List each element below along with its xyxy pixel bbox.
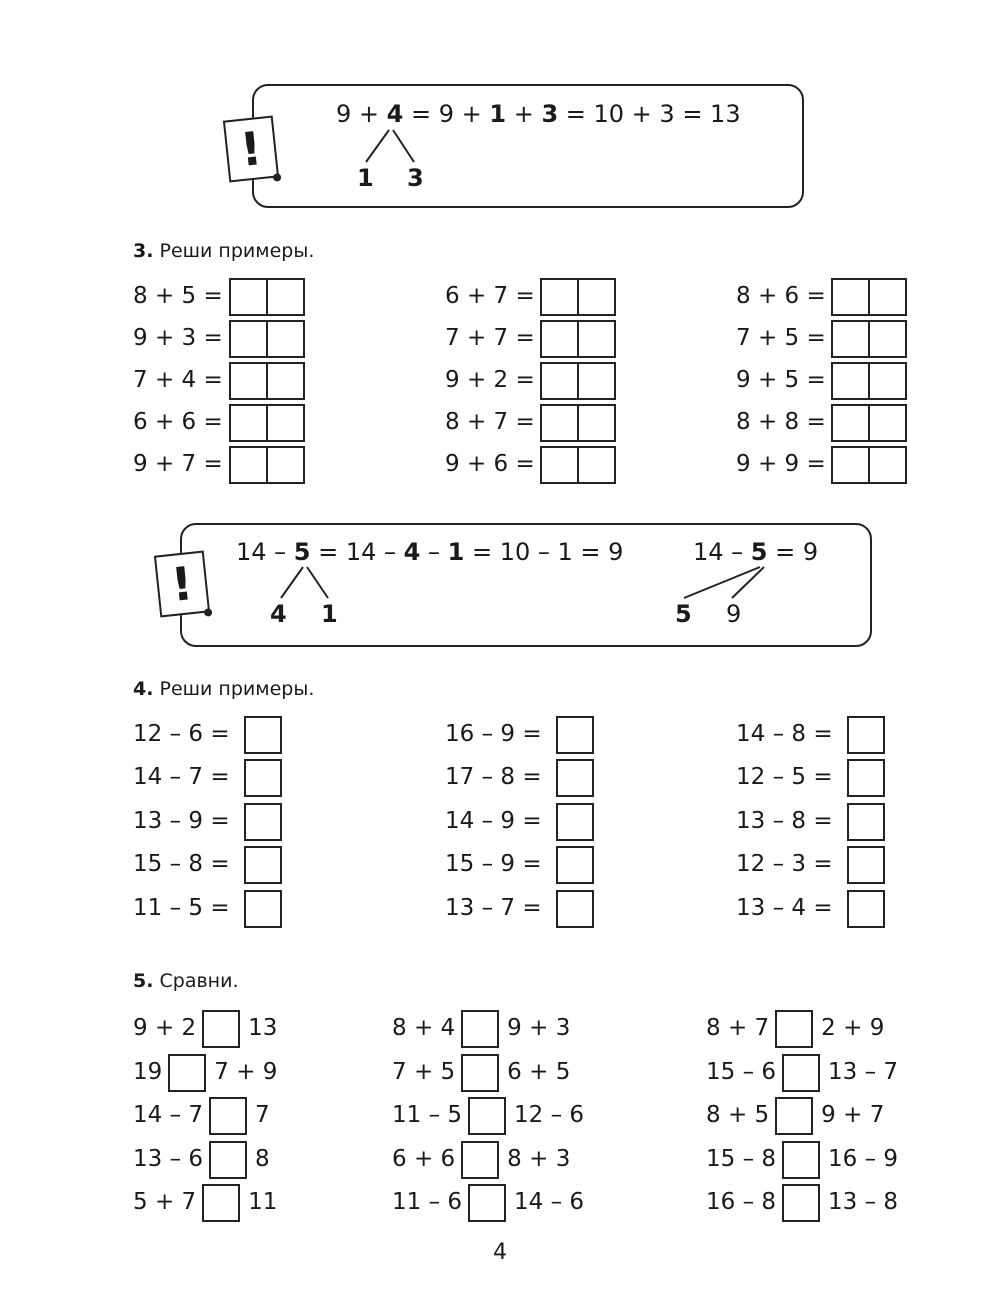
example-expression: 8 + 7 = (445, 409, 535, 435)
expression-part: 9 + (336, 100, 387, 128)
rule2-split2-left: 5 (675, 600, 692, 628)
expression-part: = 9 + (403, 100, 490, 128)
rule2-split2-right: 9 (726, 600, 742, 628)
expression-part: 1 (489, 100, 507, 128)
expression-part: 5 (293, 538, 311, 566)
example-expression: 13 – 9 = (133, 808, 230, 834)
expression-part: 4 (403, 538, 421, 566)
expression-part: 4 (386, 100, 404, 128)
compare-left: 5 + 7 (133, 1189, 197, 1215)
expression-part: – (420, 538, 448, 566)
expression-part: 1 (447, 538, 465, 566)
example-expression: 12 – 3 = (736, 851, 833, 877)
example-expression: 15 – 9 = (445, 851, 542, 877)
example-expression: 17 – 8 = (445, 764, 542, 790)
compare-left: 6 + 6 (392, 1146, 456, 1172)
example-expression: 9 + 6 = (445, 451, 535, 477)
example-expression: 7 + 4 = (133, 367, 223, 393)
expression-part: + (506, 100, 542, 128)
compare-right: 7 (255, 1102, 270, 1128)
compare-right: 13 (248, 1015, 278, 1041)
example-expression: 14 – 8 = (736, 721, 833, 747)
example-expression: 14 – 7 = (133, 764, 230, 790)
compare-left: 11 – 6 (392, 1189, 463, 1215)
compare-right: 12 – 6 (514, 1102, 585, 1128)
expression-part: = 10 – 1 = 9 (464, 538, 624, 566)
compare-left: 8 + 7 (706, 1015, 770, 1041)
compare-left: 11 – 5 (392, 1102, 463, 1128)
compare-right: 2 + 9 (821, 1015, 885, 1041)
compare-right: 8 + 3 (507, 1146, 571, 1172)
compare-right: 13 – 8 (828, 1189, 899, 1215)
example-expression: 8 + 6 = (736, 283, 826, 309)
compare-right: 13 – 7 (828, 1059, 899, 1085)
expression-part: 14 – (236, 538, 294, 566)
compare-left: 7 + 5 (392, 1059, 456, 1085)
compare-right: 14 – 6 (514, 1189, 585, 1215)
example-expression: 12 – 5 = (736, 764, 833, 790)
task5-title: 5. Сравни. (133, 970, 239, 992)
expression-part: 3 (541, 100, 559, 128)
compare-right: 8 (255, 1146, 270, 1172)
compare-left: 8 + 4 (392, 1015, 456, 1041)
compare-left: 13 – 6 (133, 1146, 204, 1172)
compare-left: 9 + 2 (133, 1015, 197, 1041)
rule1-split-left: 1 (357, 164, 374, 192)
compare-right: 16 – 9 (828, 1146, 899, 1172)
compare-left: 14 – 7 (133, 1102, 204, 1128)
example-expression: 16 – 9 = (445, 721, 542, 747)
example-expression: 13 – 7 = (445, 895, 542, 921)
example-expression: 8 + 5 = (133, 283, 223, 309)
expression-part: = 9 (767, 538, 819, 566)
compare-right: 9 + 7 (821, 1102, 885, 1128)
example-expression: 7 + 7 = (445, 325, 535, 351)
compare-left: 8 + 5 (706, 1102, 770, 1128)
example-expression: 14 – 9 = (445, 808, 542, 834)
example-expression: 15 – 8 = (133, 851, 230, 877)
rule2-split-right: 1 (321, 600, 338, 628)
compare-left: 19 (133, 1059, 163, 1085)
example-expression: 6 + 7 = (445, 283, 535, 309)
exclamation-icon: ! (154, 551, 210, 618)
example-expression: 13 – 4 = (736, 895, 833, 921)
example-expression: 7 + 5 = (736, 325, 826, 351)
example-expression: 8 + 8 = (736, 409, 826, 435)
expression-part: = 14 – (310, 538, 404, 566)
expression-part: = 10 + 3 = 13 (558, 100, 741, 128)
exclamation-icon: ! (223, 116, 279, 183)
compare-right: 7 + 9 (214, 1059, 278, 1085)
compare-left: 15 – 8 (706, 1146, 777, 1172)
example-expression: 12 – 6 = (133, 721, 230, 747)
example-expression: 9 + 2 = (445, 367, 535, 393)
example-expression: 13 – 8 = (736, 808, 833, 834)
compare-left: 16 – 8 (706, 1189, 777, 1215)
compare-left: 15 – 6 (706, 1059, 777, 1085)
example-expression: 11 – 5 = (133, 895, 230, 921)
task4-title: 4. Реши примеры. (133, 678, 315, 700)
example-expression: 9 + 9 = (736, 451, 826, 477)
compare-right: 11 (248, 1189, 278, 1215)
rule1-split-right: 3 (407, 164, 424, 192)
example-expression: 9 + 5 = (736, 367, 826, 393)
example-expression: 9 + 7 = (133, 451, 223, 477)
example-expression: 6 + 6 = (133, 409, 223, 435)
page-number: 4 (493, 1240, 507, 1265)
expression-part: 5 (750, 538, 768, 566)
compare-right: 6 + 5 (507, 1059, 571, 1085)
example-expression: 9 + 3 = (133, 325, 223, 351)
compare-right: 9 + 3 (507, 1015, 571, 1041)
task3-title: 3. Реши примеры. (133, 240, 315, 262)
expression-part: 14 – (693, 538, 751, 566)
rule2-split-left: 4 (270, 600, 287, 628)
